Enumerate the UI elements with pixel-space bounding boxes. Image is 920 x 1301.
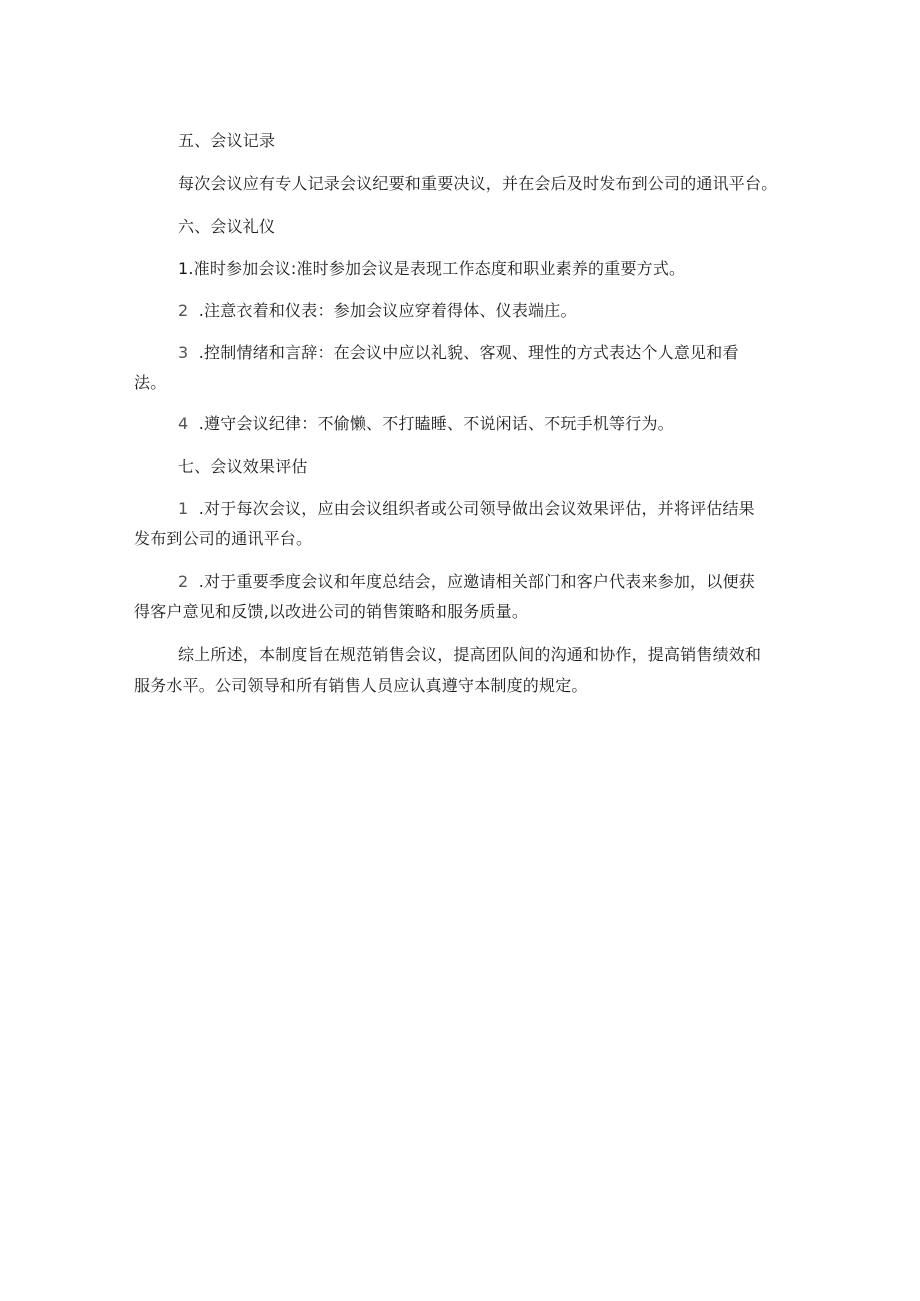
section-7-heading-text: 七、会议效果评估 (178, 457, 308, 476)
list-number: 3 (178, 343, 189, 362)
section-6-item-3-text: .控制情绪和言辞：在会议中应以礼貌、客观、理性的方式表达个人意见和看 (198, 343, 739, 362)
list-number: 2 (178, 301, 189, 320)
section-6-item-4 (134, 407, 794, 440)
section-7-item-1-line-1 (134, 492, 794, 525)
section-7-item-1-line-2 (134, 522, 794, 555)
section-6-item-2 (134, 294, 794, 327)
section-6-item-2-text: .注意衣着和仪表：参加会议应穿着得体、仪表端庄。 (198, 301, 577, 320)
summary-text-cont: 服务水平。公司领导和所有销售人员应认真遵守本制度的规定。 (134, 676, 588, 695)
section-6-item-3-text-cont: 法。 (134, 373, 167, 392)
section-7-item-1-text-cont: 发布到公司的通讯平台。 (134, 529, 313, 548)
section-5-heading (134, 124, 794, 157)
section-6-item-4-text: .遵守会议纪律：不偷懒、不打瞌睡、不说闲话、不玩手机等行为。 (198, 414, 674, 433)
section-7-item-2-text: .对于重要季度会议和年度总结会，应邀请相关部门和客户代表来参加，以便获 (198, 572, 755, 591)
section-7-item-2-text-cont: 得客户意见和反馈,以改进公司的销售策略和服务质量。 (134, 602, 529, 621)
section-7-item-1-text: .对于每次会议，应由会议组织者或公司领导做出会议效果评估，并将评估结果 (198, 499, 755, 518)
section-6-heading (134, 210, 794, 243)
section-5-heading-text: 五、会议记录 (178, 131, 276, 150)
list-number: 4 (178, 414, 189, 433)
list-number: 1 (178, 499, 189, 518)
section-6-item-3-line-1 (134, 336, 794, 369)
section-6-item-3-line-2 (134, 366, 794, 399)
section-6-heading-text: 六、会议礼仪 (178, 217, 276, 236)
section-7-heading (134, 450, 794, 483)
summary-text: 综上所述，本制度旨在规范销售会议，提高团队间的沟通和协作，提高销售绩效和 (178, 645, 762, 664)
section-5-paragraph-text: 每次会议应有专人记录会议纪要和重要决议，并在会后及时发布到公司的通讯平台。 (178, 174, 778, 193)
section-6-item-1 (134, 252, 794, 285)
section-6-item-1-text: 1.准时参加会议:准时参加会议是表现工作态度和职业素养的重要方式。 (178, 259, 686, 278)
list-number: 2 (178, 572, 189, 591)
section-7-item-2-line-1 (134, 565, 794, 598)
summary-line-2 (134, 669, 794, 702)
summary-line-1 (134, 638, 794, 671)
section-5-paragraph (134, 167, 794, 200)
section-7-item-2-line-2 (134, 595, 794, 628)
